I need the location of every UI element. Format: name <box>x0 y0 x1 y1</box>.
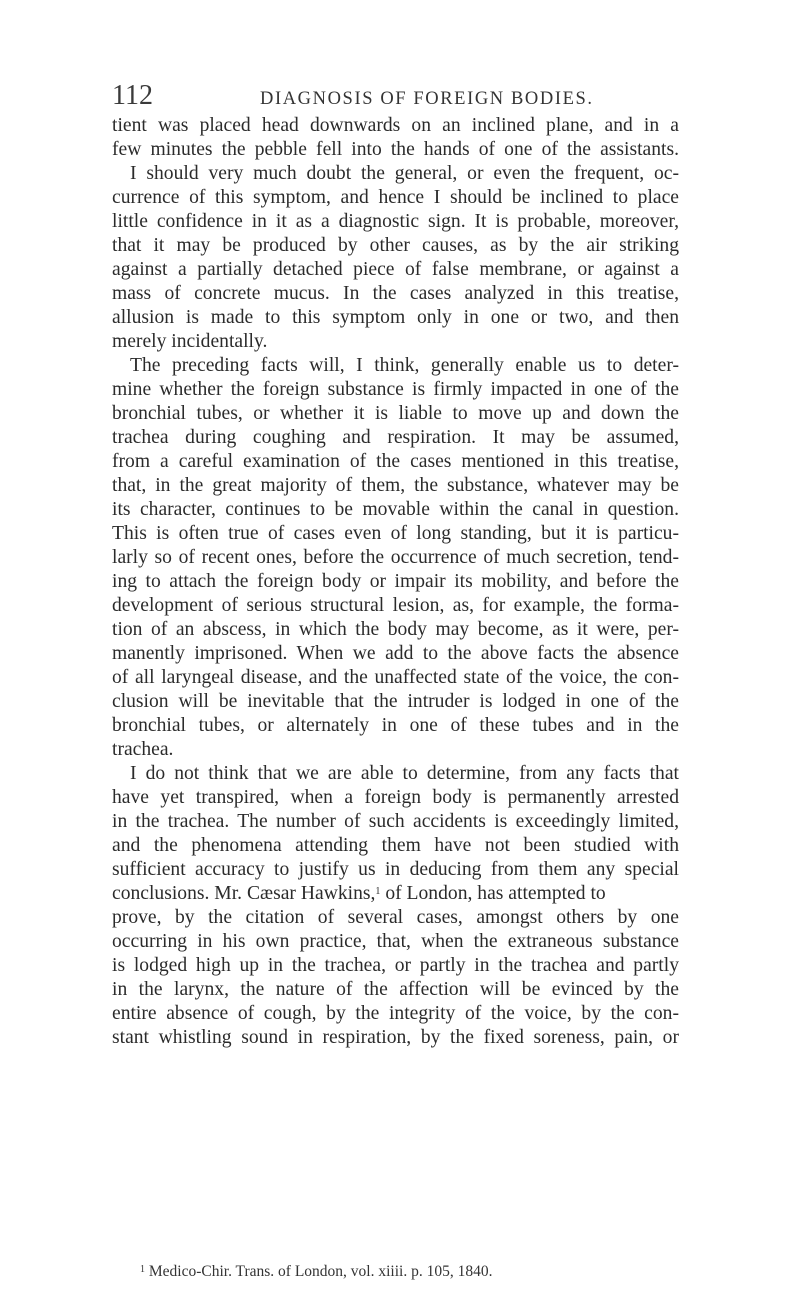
text-line: entire absence of cough, by the integrity of the voice, by the con- <box>112 1003 679 1024</box>
text-line: development of serious structural lesion, as, for example, the forma- <box>112 595 679 616</box>
text-line: merely incidentally. <box>112 331 268 352</box>
text-line: sufficient accuracy to justify us in deducing from them any special <box>112 859 679 880</box>
text-line: few minutes the pebble fell into the hands of one of the assistants. <box>112 139 679 160</box>
page-number: 112 <box>112 80 153 111</box>
text-line: tient was placed head downwards on an inclined plane, and in a <box>112 115 679 136</box>
text-line: is lodged high up in the trachea, or partly in the trachea and partly <box>112 955 679 976</box>
footnote <box>0 1262 800 1286</box>
text-line: occurring in his own practice, that, when the extraneous substance <box>112 931 679 952</box>
text-line: I should very much doubt the general, or even the frequent, oc- <box>130 163 679 184</box>
text-line: from a careful examination of the cases mentioned in this treatise, <box>112 451 679 472</box>
text-line: tion of an abscess, in which the body may become, as it were, per- <box>112 619 679 640</box>
text-line: that, in the great majority of them, the substance, whatever may be <box>112 475 679 496</box>
text-line: mine whether the foreign substance is firmly impacted in one of the <box>112 379 679 400</box>
text-line: mass of concrete mucus. In the cases analyzed in this treatise, <box>112 283 679 304</box>
text-line: trachea. <box>112 739 174 760</box>
text-line: prove, by the citation of several cases, amongst others by one <box>112 907 679 928</box>
text-line: bronchial tubes, or whether it is liable to move up and down the <box>112 403 679 424</box>
text-line: and the phenomena attending them have not been studied with <box>112 835 679 856</box>
text-line: in the trachea. The number of such accidents is exceedingly limited, <box>112 811 679 832</box>
footnote-text <box>140 1262 492 1282</box>
text-line-end: of London, has attempted to <box>380 883 606 904</box>
text-line: in the larynx, the nature of the affection will be evinced by the <box>112 979 679 1000</box>
footnote-citation: Medico-Chir. Trans. of London, vol. xiiii. p. 105, 1840. <box>148 1263 493 1280</box>
text-line: against a partially detached piece of false membrane, or against a <box>112 259 679 280</box>
text-line: trachea during coughing and respiration. It may be assumed, <box>112 427 679 448</box>
page-header <box>112 80 652 116</box>
text-line: little confidence in it as a diagnostic sign. It is probable, moreover, <box>112 211 679 232</box>
text-line: currence of this symptom, and hence I should be inclined to place <box>112 187 679 208</box>
text-line-with-footnote <box>112 882 679 906</box>
text-line: This is often true of cases even of long standing, but it is particu- <box>112 523 679 544</box>
text-line: clusion will be inevitable that the intruder is lodged in one of the <box>112 691 679 712</box>
text-line: ing to attach the foreign body or impair its mobility, and before the <box>112 571 679 592</box>
text-line: I do not think that we are able to determine, from any facts that <box>130 763 679 784</box>
footnote-reference: 1 <box>375 886 381 897</box>
text-line: stant whistling sound in respiration, by the fixed soreness, pain, or <box>112 1027 679 1048</box>
text-line: The preceding facts will, I think, generally enable us to deter- <box>130 355 679 376</box>
text-line: that it may be produced by other causes, as by the air striking <box>112 235 679 256</box>
text-line: allusion is made to this symptom only in one or two, and then <box>112 307 679 328</box>
text-line-start: conclusions. Mr. Cæsar Hawkins, <box>112 883 376 904</box>
text-line: bronchial tubes, or alternately in one of these tubes and in the <box>112 715 679 736</box>
text-line: of all laryngeal disease, and the unaffected state of the voice, the con- <box>112 667 679 688</box>
text-line: its character, continues to be movable within the canal in question. <box>112 499 679 520</box>
text-line: manently imprisoned. When we add to the above facts the absence <box>112 643 679 664</box>
text-line: have yet transpired, when a foreign body is permanently arrested <box>112 787 679 808</box>
running-head: DIAGNOSIS OF FOREIGN BODIES. <box>260 89 594 109</box>
footnote-marker: 1 <box>140 1264 145 1275</box>
text-line: larly so of recent ones, before the occurrence of much secretion, tend- <box>112 547 679 568</box>
